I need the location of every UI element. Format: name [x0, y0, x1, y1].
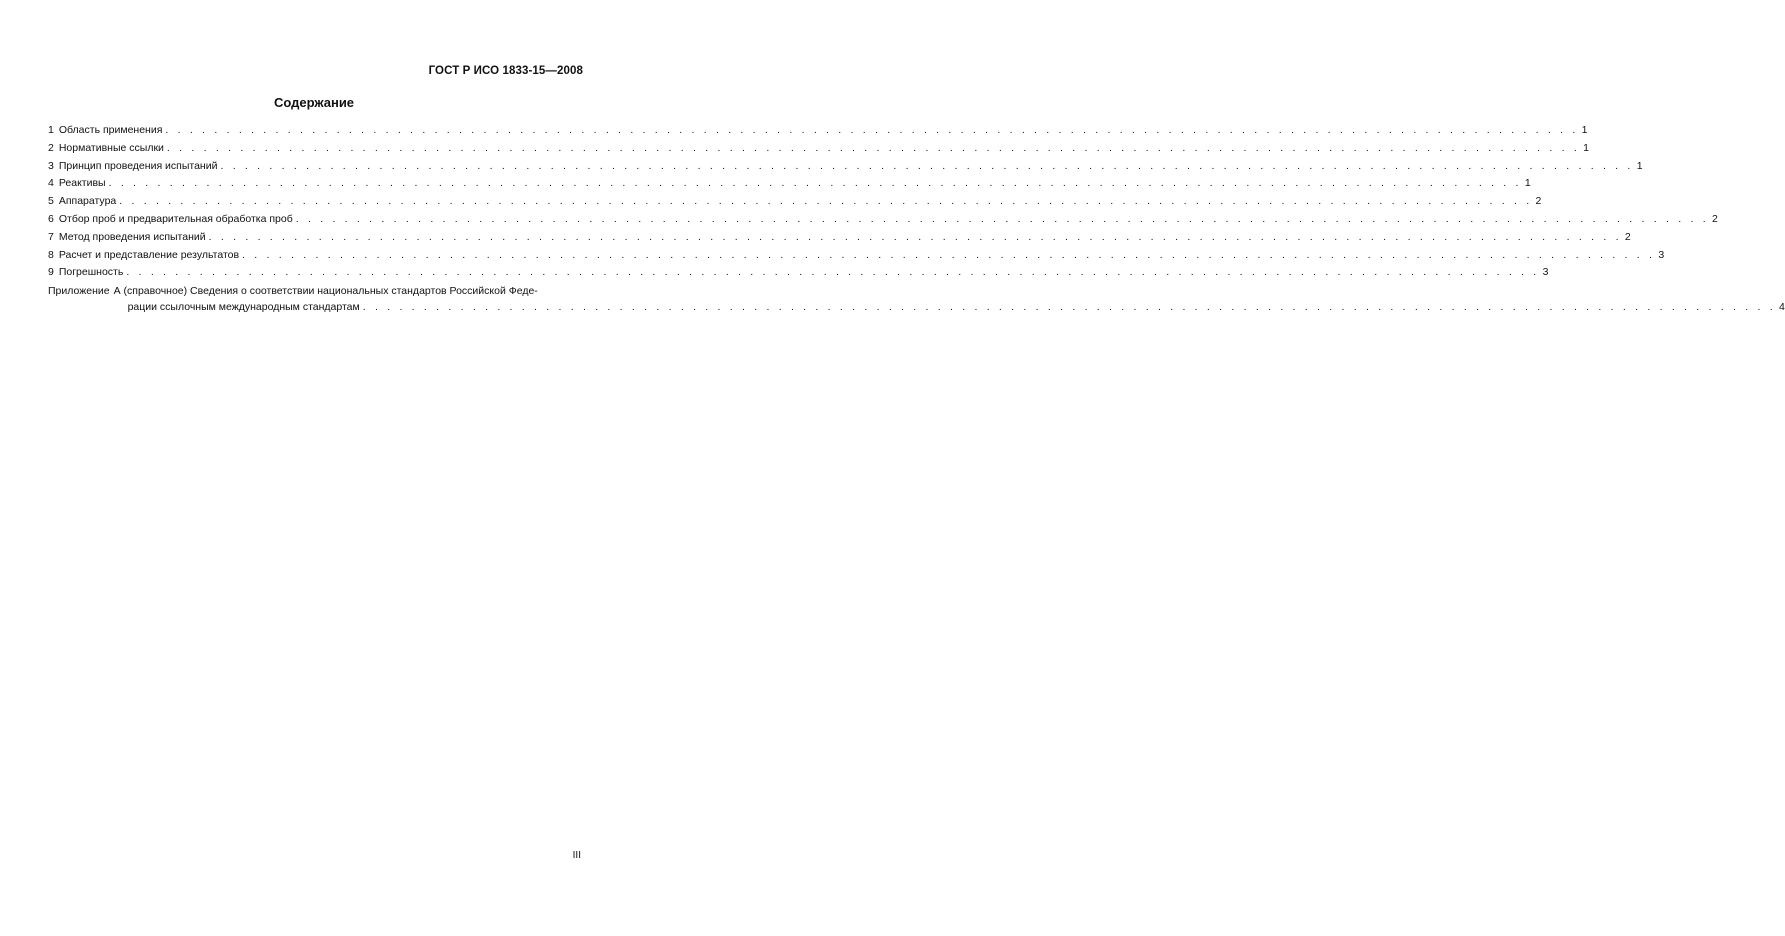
toc-item-title: Область применения — [58, 124, 163, 136]
toc-leader-dots — [220, 158, 1633, 176]
toc-item-page: 1 — [1524, 177, 1531, 190]
appendix-title-line-2: рации ссылочным международным стандартам — [127, 301, 360, 314]
toc-item-number: 1 — [48, 124, 54, 136]
toc-item-page: 1 — [1583, 141, 1590, 154]
toc-item-number: 3 — [48, 159, 54, 172]
table-of-contents — [48, 122, 1785, 315]
toc-item-number: 6 — [48, 212, 54, 225]
toc-item-page: 2 — [1711, 212, 1718, 225]
toc-leader-dots — [242, 247, 1655, 265]
toc-leader-dots — [363, 299, 1776, 315]
toc-item-number: 5 — [48, 195, 54, 208]
toc-leader-dots — [209, 229, 1622, 247]
toc-item-title: Реактивы — [58, 177, 106, 190]
toc-item-page: 1 — [1581, 124, 1588, 136]
toc-item-number: 9 — [48, 266, 54, 279]
toc-leader-dots — [165, 122, 1578, 140]
toc-item-title: Погрешность — [58, 266, 124, 279]
toc-item-title: Расчет и представление результатов — [58, 248, 240, 261]
toc-item-number: 7 — [48, 230, 54, 243]
toc-item-number: 2 — [48, 141, 54, 154]
toc-item-4[interactable] — [48, 175, 1531, 193]
toc-item-title: Принцип проведения испытаний — [58, 159, 218, 172]
toc-leader-dots — [109, 175, 1522, 193]
toc-item-6[interactable] — [48, 211, 1718, 229]
toc-leader-dots — [296, 211, 1709, 229]
appendix-label: Приложение — [48, 285, 110, 298]
page-title: Содержание — [273, 95, 355, 110]
toc-item-number: 8 — [48, 248, 54, 261]
toc-item-page: 2 — [1624, 230, 1631, 243]
toc-item-page: 1 — [1636, 159, 1643, 172]
toc-item-page: 3 — [1542, 266, 1549, 279]
toc-item-3[interactable] — [48, 158, 1643, 176]
toc-item-title: Аппаратура — [58, 195, 117, 208]
toc-item-title: Метод проведения испытаний — [58, 230, 206, 243]
toc-item-8[interactable] — [48, 247, 1665, 265]
appendix-body — [114, 283, 1785, 315]
toc-leader-dots — [167, 140, 1580, 158]
toc-item-1[interactable] — [48, 122, 1588, 140]
appendix-page: 4 — [1778, 301, 1785, 314]
document-header-id: ГОСТ Р ИСО 1833-15—2008 — [428, 65, 583, 77]
toc-item-title: Нормативные ссылки — [58, 141, 164, 154]
toc-leader-dots — [126, 264, 1539, 282]
toc-appendix-item[interactable] — [48, 283, 1785, 315]
appendix-title-line-2-row — [114, 299, 1785, 315]
toc-item-number: 4 — [48, 177, 54, 190]
toc-item-2[interactable] — [48, 140, 1590, 158]
page-number: III — [572, 850, 581, 861]
toc-leader-dots — [119, 193, 1532, 211]
toc-item-title: Отбор проб и предварительная обработка проб — [58, 212, 293, 225]
toc-item-page: 3 — [1658, 248, 1665, 261]
appendix-title-line-1: А (справочное) Сведения о соответствии национальных стандартов Российской Феде- — [113, 285, 538, 298]
toc-item-7[interactable] — [48, 229, 1631, 247]
toc-item-5[interactable] — [48, 193, 1542, 211]
toc-item-page: 2 — [1535, 195, 1542, 208]
toc-item-9[interactable] — [48, 264, 1549, 282]
